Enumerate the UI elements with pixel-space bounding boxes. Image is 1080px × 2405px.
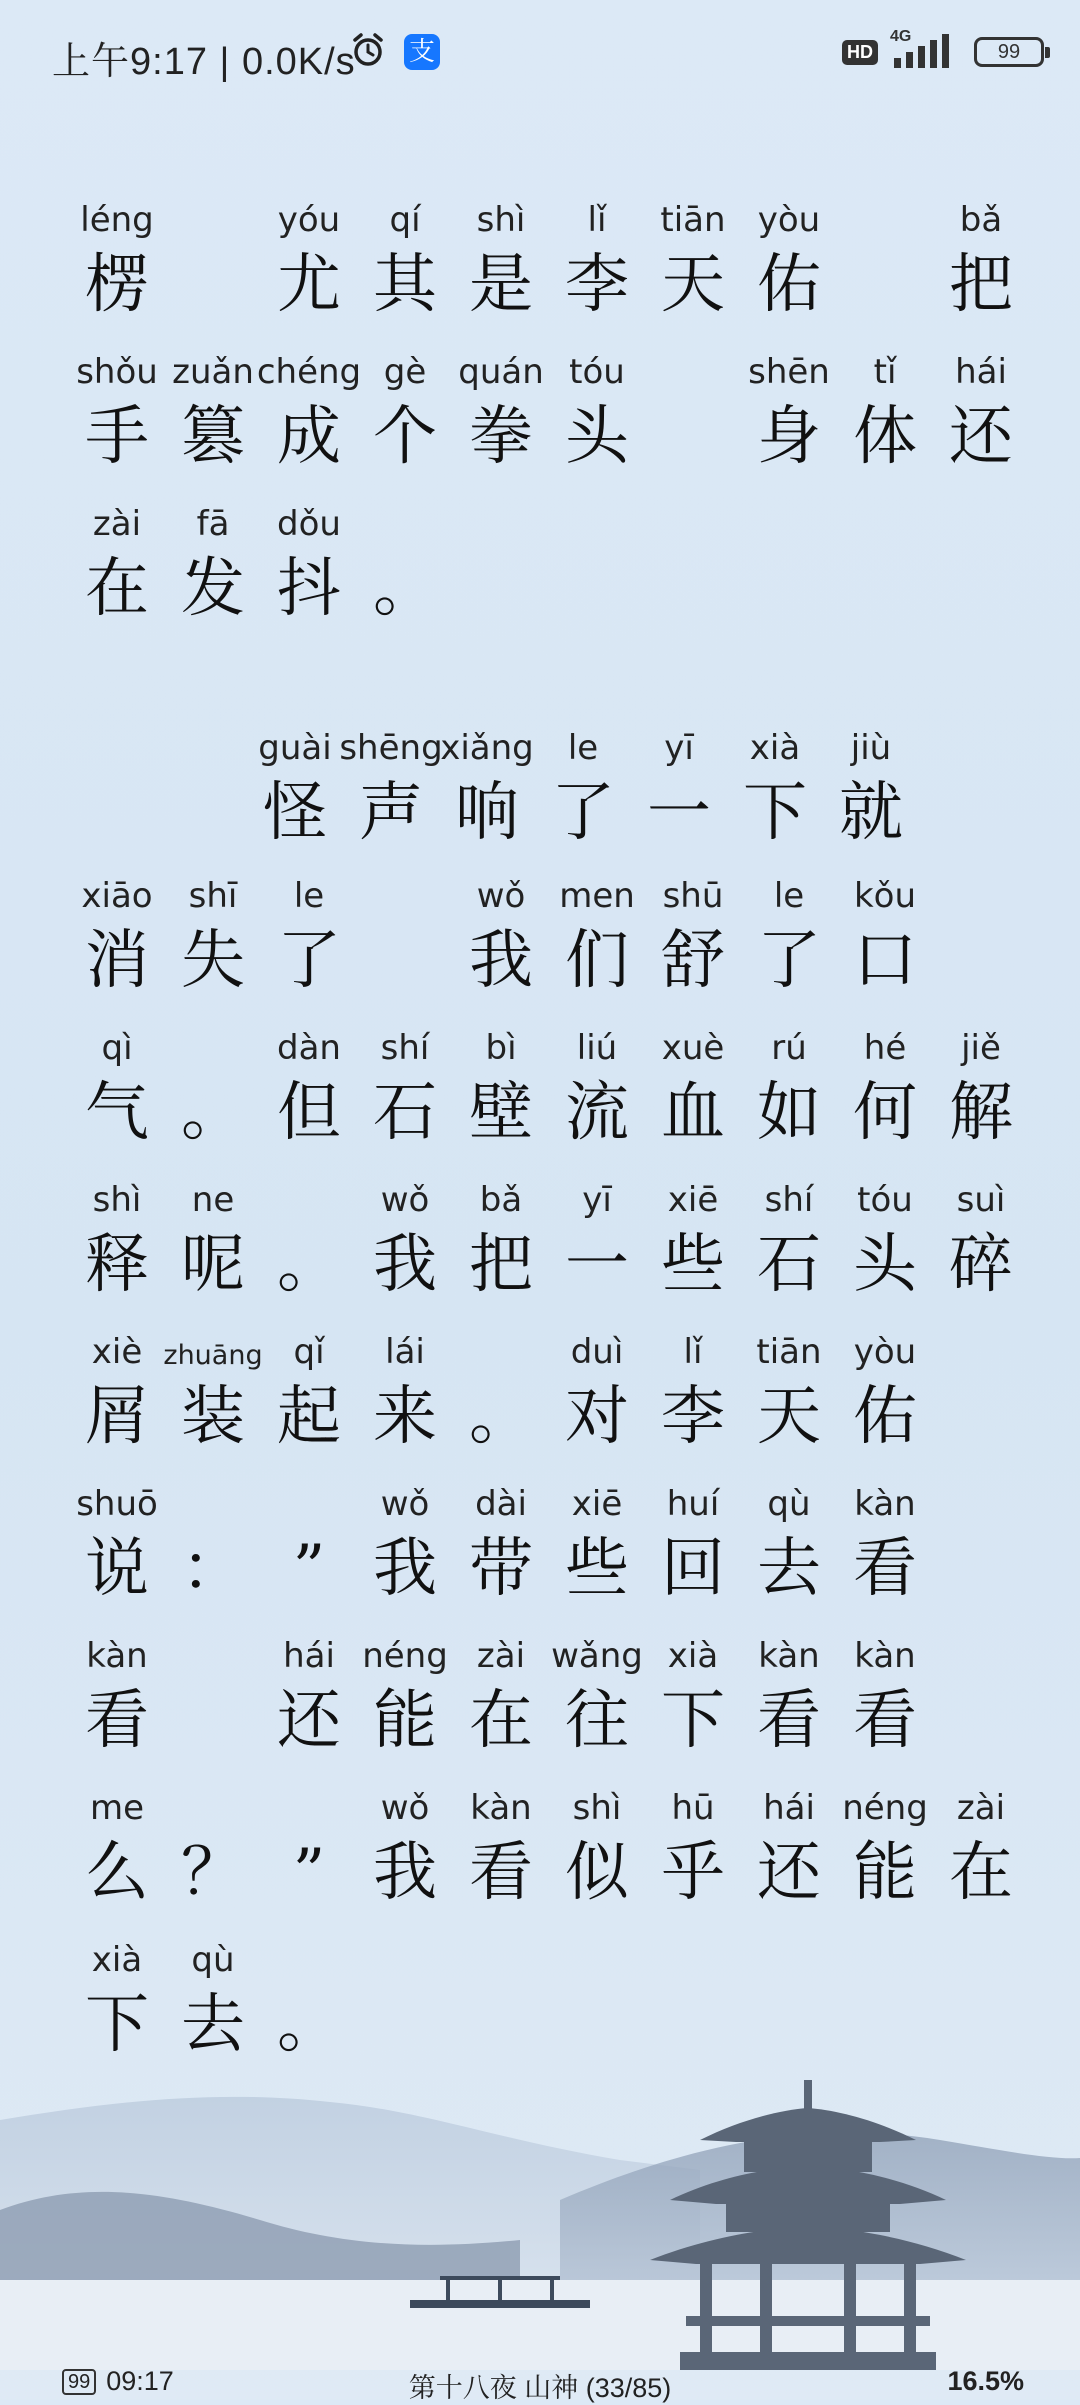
pinyin: wǒ <box>476 876 526 916</box>
pinyin: néng <box>842 1788 928 1828</box>
pinyin: guài <box>258 728 332 768</box>
hd-badge: HD <box>842 40 878 65</box>
pinyin: xià <box>667 1636 719 1676</box>
pinyin: kǒu <box>853 876 917 916</box>
pinyin: kàn <box>854 1484 916 1524</box>
pinyin: xiē <box>571 1484 623 1524</box>
hanzi: 李 <box>661 1380 725 1454</box>
pinyin: kàn <box>470 1788 532 1828</box>
hanzi: 解 <box>949 1076 1013 1150</box>
hanzi: 下 <box>661 1684 725 1758</box>
pinyin: jiě <box>961 1028 1001 1068</box>
hanzi: 。 <box>277 1988 341 2062</box>
hanzi: 是 <box>469 248 533 322</box>
pinyin: zài <box>92 504 142 544</box>
pinyin: zuǎn <box>172 352 254 392</box>
pinyin: lái <box>385 1332 425 1372</box>
hanzi: 看 <box>853 1684 917 1758</box>
pinyin: xuè <box>661 1028 725 1068</box>
hanzi: 了 <box>551 776 615 850</box>
pinyin: lǐ <box>587 200 607 240</box>
character-cell <box>254 876 364 1026</box>
character-cell <box>254 1940 364 2090</box>
hanzi: 释 <box>85 1228 149 1302</box>
hanzi: 屑 <box>85 1380 149 1454</box>
hanzi: 。 <box>277 1228 341 1302</box>
pinyin: xiāo <box>81 876 153 916</box>
hanzi: 看 <box>757 1684 821 1758</box>
hanzi: 。 <box>181 1076 245 1150</box>
hanzi: 如 <box>757 1076 821 1150</box>
character-cell <box>62 1484 172 1634</box>
pinyin: néng <box>362 1636 448 1676</box>
hanzi: 李 <box>565 248 629 322</box>
hanzi: 下 <box>743 776 807 850</box>
pinyin: xiè <box>91 1332 143 1372</box>
character-cell <box>926 200 1036 350</box>
pinyin: hái <box>763 1788 815 1828</box>
hanzi: 回 <box>661 1532 725 1606</box>
hanzi: 呢 <box>181 1228 245 1302</box>
pinyin: dài <box>475 1484 527 1524</box>
hanzi: 消 <box>85 924 149 998</box>
pinyin: le <box>293 876 325 916</box>
pinyin: fā <box>196 504 230 544</box>
pinyin: dǒu <box>277 504 341 544</box>
pinyin: gè <box>383 352 427 392</box>
text-line <box>0 1636 1080 1786</box>
hanzi: 头 <box>565 400 629 474</box>
pinyin: tiān <box>660 200 726 240</box>
pinyin: zài <box>476 1636 526 1676</box>
hanzi: 还 <box>949 400 1013 474</box>
pinyin: shēn <box>748 352 830 392</box>
pinyin: yòu <box>757 200 821 240</box>
character-cell <box>830 876 940 1026</box>
hanzi: 声 <box>359 776 423 850</box>
hanzi: 壁 <box>469 1076 533 1150</box>
hanzi: 口 <box>853 924 917 998</box>
landscape-illustration <box>0 2080 1080 2370</box>
hanzi: 来 <box>373 1380 437 1454</box>
alipay-icon: 支 <box>404 34 440 70</box>
status-time-speed: 上午9:17 | 0.0K/s <box>52 41 356 83</box>
character-cell <box>158 1180 268 1330</box>
hanzi: 我 <box>373 1836 437 1910</box>
pinyin: wǒ <box>380 1180 430 1220</box>
pinyin: lǐ <box>683 1332 703 1372</box>
pinyin: shí <box>764 1180 814 1220</box>
pinyin: bì <box>485 1028 517 1068</box>
pinyin: wǎng <box>551 1636 643 1676</box>
reader-footer <box>0 2360 1080 2403</box>
hanzi: 就 <box>839 776 903 850</box>
character-cell <box>830 1332 940 1482</box>
hanzi: 血 <box>661 1076 725 1150</box>
pinyin: xiē <box>667 1180 719 1220</box>
hanzi: 看 <box>85 1684 149 1758</box>
text-line <box>0 876 1080 1026</box>
hanzi: 我 <box>469 924 533 998</box>
text-line <box>0 1940 1080 2090</box>
pinyin: hé <box>863 1028 907 1068</box>
pinyin: wǒ <box>380 1788 430 1828</box>
hanzi: 石 <box>373 1076 437 1150</box>
pinyin: tǐ <box>873 352 897 392</box>
reading-progress: 16.5% <box>947 2366 1024 2396</box>
text-line <box>0 1484 1080 1634</box>
hanzi: 舒 <box>661 924 725 998</box>
pinyin: shī <box>188 876 238 916</box>
hanzi: 气 <box>85 1076 149 1150</box>
character-cell <box>62 200 172 350</box>
pinyin: qù <box>767 1484 811 1524</box>
hanzi: 。 <box>469 1380 533 1454</box>
hanzi: 们 <box>565 924 629 998</box>
hanzi: 但 <box>277 1076 341 1150</box>
character-cell <box>62 1028 172 1178</box>
hanzi: 还 <box>757 1836 821 1910</box>
pinyin: yī <box>582 1180 612 1220</box>
pinyin: le <box>773 876 805 916</box>
text-line <box>0 504 1080 654</box>
pinyin: quán <box>458 352 544 392</box>
hanzi: 看 <box>853 1532 917 1606</box>
character-cell <box>734 200 844 350</box>
hanzi: 发 <box>181 552 245 626</box>
hanzi: 失 <box>181 924 245 998</box>
hanzi: 其 <box>373 248 437 322</box>
character-cell <box>816 728 926 878</box>
pinyin: tiān <box>756 1332 822 1372</box>
character-cell <box>926 1180 1036 1330</box>
hanzi: 身 <box>757 400 821 474</box>
hanzi: 我 <box>373 1228 437 1302</box>
pinyin: kàn <box>86 1636 148 1676</box>
character-cell <box>350 1332 460 1482</box>
hanzi: 带 <box>469 1532 533 1606</box>
pinyin: zài <box>956 1788 1006 1828</box>
character-cell <box>830 1636 940 1786</box>
hanzi: 在 <box>949 1836 1013 1910</box>
character-cell <box>62 1636 172 1786</box>
pinyin: xià <box>749 728 801 768</box>
pinyin: le <box>567 728 599 768</box>
character-cell <box>542 352 652 502</box>
hanzi: 把 <box>949 248 1013 322</box>
hanzi: 一 <box>565 1228 629 1302</box>
pinyin: yòu <box>853 1332 917 1372</box>
pinyin: tóu <box>857 1180 913 1220</box>
pinyin: suì <box>956 1180 1006 1220</box>
footer-battery: 99 <box>62 2369 96 2395</box>
character-cell <box>254 504 364 654</box>
hanzi: 手 <box>85 400 149 474</box>
hanzi: 在 <box>85 552 149 626</box>
pinyin: men <box>559 876 635 916</box>
pinyin: qǐ <box>293 1332 325 1372</box>
hanzi: 了 <box>757 924 821 998</box>
hanzi: 能 <box>853 1836 917 1910</box>
character-cell <box>158 1940 268 2090</box>
hanzi: 成 <box>277 400 341 474</box>
pinyin: qí <box>389 200 421 240</box>
hanzi: 能 <box>373 1684 437 1758</box>
pinyin: shì <box>476 200 526 240</box>
battery-level: 99 <box>997 41 1021 63</box>
pinyin: jiù <box>850 728 892 768</box>
pinyin: hū <box>671 1788 715 1828</box>
hanzi: 把 <box>469 1228 533 1302</box>
pinyin: duì <box>570 1332 624 1372</box>
hanzi: 去 <box>757 1532 821 1606</box>
hanzi: 乎 <box>661 1836 725 1910</box>
hanzi: 碎 <box>949 1228 1013 1302</box>
hanzi: 似 <box>565 1836 629 1910</box>
hanzi: 佑 <box>757 248 821 322</box>
pinyin: qì <box>101 1028 133 1068</box>
pinyin: wǒ <box>380 1484 430 1524</box>
pinyin: xiǎng <box>440 728 534 768</box>
pinyin: dàn <box>277 1028 341 1068</box>
character-cell <box>158 1484 268 1634</box>
pinyin: me <box>89 1788 145 1828</box>
hanzi: 些 <box>565 1532 629 1606</box>
character-cell <box>926 1788 1036 1938</box>
hanzi: 流 <box>565 1076 629 1150</box>
hanzi: 下 <box>85 1988 149 2062</box>
hanzi: 还 <box>277 1684 341 1758</box>
text-line <box>0 1180 1080 1330</box>
character-cell <box>830 1484 940 1634</box>
hanzi: 些 <box>661 1228 725 1302</box>
pinyin: chéng <box>256 352 362 392</box>
hanzi: 抖 <box>277 552 341 626</box>
hanzi: 么 <box>85 1836 149 1910</box>
pinyin: hái <box>283 1636 335 1676</box>
text-line <box>0 728 1080 878</box>
text-line <box>0 352 1080 502</box>
hanzi: 何 <box>853 1076 917 1150</box>
character-cell <box>926 1028 1036 1178</box>
hanzi: 体 <box>853 400 917 474</box>
pinyin: xià <box>91 1940 143 1980</box>
text-line <box>0 200 1080 350</box>
hanzi: 去 <box>181 1988 245 2062</box>
network-type: 4G <box>890 28 912 45</box>
hanzi: 说 <box>85 1532 149 1606</box>
pinyin: shū <box>662 876 724 916</box>
pinyin: qù <box>191 1940 235 1980</box>
text-line <box>0 1028 1080 1178</box>
character-cell <box>350 504 460 654</box>
hanzi: ？ <box>181 1836 245 1910</box>
hanzi: 石 <box>757 1228 821 1302</box>
pinyin: shì <box>92 1180 142 1220</box>
hanzi: 天 <box>757 1380 821 1454</box>
hanzi: ” <box>292 1836 326 1910</box>
character-cell <box>62 1788 172 1938</box>
hanzi: 对 <box>565 1380 629 1454</box>
hanzi: 尤 <box>277 248 341 322</box>
hanzi: 楞 <box>85 248 149 322</box>
hanzi: 怪 <box>263 776 327 850</box>
pinyin: shì <box>572 1788 622 1828</box>
pinyin: léng <box>80 200 154 240</box>
pinyin: hái <box>955 352 1007 392</box>
hanzi: ： <box>181 1532 245 1606</box>
pinyin: kàn <box>758 1636 820 1676</box>
pinyin: liú <box>576 1028 618 1068</box>
hanzi: 响 <box>455 776 519 850</box>
pinyin: ne <box>191 1180 235 1220</box>
chapter-title: 第十八夜 山神 (33/85) <box>408 2373 672 2403</box>
hanzi: 往 <box>565 1684 629 1758</box>
hanzi: 篡 <box>181 400 245 474</box>
pinyin: kàn <box>854 1636 916 1676</box>
hanzi: 起 <box>277 1380 341 1454</box>
hanzi: 一 <box>647 776 711 850</box>
hanzi: 我 <box>373 1532 437 1606</box>
pinyin: shuō <box>76 1484 158 1524</box>
pinyin: huí <box>666 1484 720 1524</box>
hanzi: 。 <box>373 552 437 626</box>
pinyin: yī <box>664 728 694 768</box>
pinyin: bǎ <box>479 1180 523 1220</box>
hanzi: 看 <box>469 1836 533 1910</box>
hanzi: 头 <box>853 1228 917 1302</box>
pinyin: tóu <box>569 352 625 392</box>
pinyin: shǒu <box>76 352 158 392</box>
text-line <box>0 1788 1080 1938</box>
hanzi: ” <box>292 1532 326 1606</box>
hanzi: 拳 <box>469 400 533 474</box>
hanzi: 天 <box>661 248 725 322</box>
pinyin: zhuāng <box>163 1340 263 1371</box>
hanzi: 了 <box>277 924 341 998</box>
character-cell <box>926 352 1036 502</box>
footer-time: 09:17 <box>106 2366 174 2396</box>
hanzi: 佑 <box>853 1380 917 1454</box>
pinyin: rú <box>771 1028 807 1068</box>
pinyin: shēng <box>339 728 443 768</box>
pinyin: yóu <box>277 200 341 240</box>
character-cell <box>158 1788 268 1938</box>
hanzi: 装 <box>181 1380 245 1454</box>
hanzi: 在 <box>469 1684 533 1758</box>
pinyin: shí <box>380 1028 430 1068</box>
hanzi: 个 <box>373 400 437 474</box>
pinyin: bǎ <box>959 200 1003 240</box>
text-line <box>0 1332 1080 1482</box>
